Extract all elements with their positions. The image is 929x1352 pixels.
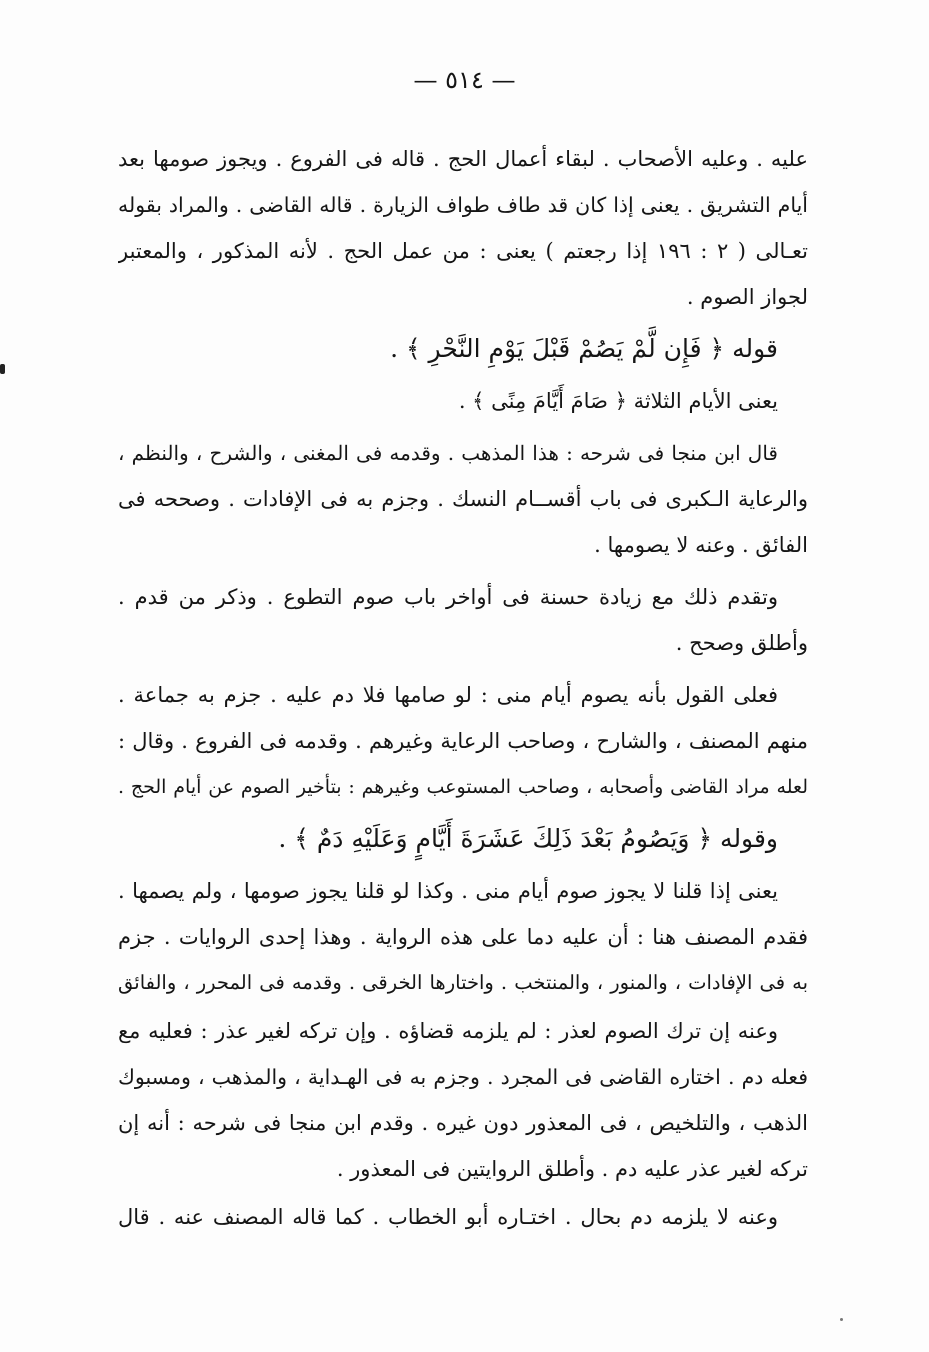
text-line: وأطلق وصحح . xyxy=(675,631,808,655)
text-line: فعلى القول بأنه يصوم أيام منى : لو صامها فلا دم عليه . جزم به جماعة . xyxy=(118,683,778,707)
body-text xyxy=(118,136,808,1240)
text-line: يعنى إذا قلنا لا يجوز صوم أيام منى . وكذا لو قلنا يجوز صومها ، ولم يصمها . xyxy=(118,879,778,903)
paragraph xyxy=(118,672,808,810)
quranic-verse-line: وقوله ﴿ وَيَصُومُ بَعْدَ ذَلِكَ عَشَرَةَ أَيَّامٍ وَعَلَيْهِ دَمٌ ﴾ . xyxy=(278,824,778,853)
text-line: فقدم المصنف هنا : أن عليه دما على هذه الرواية . وهذا إحدى الروايات . جزم xyxy=(118,925,808,949)
text-line: عليه . وعليه الأصحاب . لبقاء أعمال الحج . قاله فى الفروع . ويجوز صومها بعد xyxy=(118,147,808,171)
text-line: تعـالى ( ٢ : ١٩٦ إذا رجعتم ) يعنى : من عمل الحج . لأنه المذكور ، والمعتبر xyxy=(118,239,808,263)
paragraph xyxy=(118,1194,808,1240)
paragraph xyxy=(118,868,808,1006)
scan-edge-mark xyxy=(0,364,5,374)
quranic-verse-line: قوله ﴿ فَإِن لَّمْ يَصُمْ قَبْلَ يَوْمِ النَّحْرِ ﴾ . xyxy=(390,334,778,363)
text-line: تركه لغير عذر عليه دم . وأطلق الروايتين فى المعذور . xyxy=(336,1157,808,1181)
paragraph xyxy=(118,574,808,666)
text-line: فعله دم . اختاره القاضى فى المجرد . وجزم به فى الهـداية ، والمذهب ، ومسبوك xyxy=(118,1065,808,1089)
text-line: وتقدم ذلك مع زيادة حسنة فى أواخر باب صوم التطوع . وذكر من قدم . xyxy=(118,585,778,609)
text-line: أيام التشريق . يعنى إذا كان قد طاف طواف الزيارة . قاله القاضى . والمراد بقوله xyxy=(118,193,808,217)
text-line: وعنه إن ترك الصوم لعذر : لم يلزمه قضاؤه . وإن تركه لغير عذر : فعليه مع xyxy=(118,1019,778,1043)
text-line: وعنه لا يلزمه دم بحال . اختـاره أبو الخطاب . كما قاله المصنف عنه . قال xyxy=(118,1205,778,1229)
text-line: لجواز الصوم . xyxy=(686,285,808,309)
paragraph xyxy=(118,1008,808,1192)
paragraph xyxy=(118,378,808,424)
text-line: منهم المصنف ، والشارح ، وصاحب الرعاية وغيرهم . وقدمه فى الفروع . وقال : xyxy=(118,729,808,753)
paragraph xyxy=(118,136,808,320)
text-line: والرعاية الـكبرى فى باب أقســام النسك . وجزم به فى الإفادات . وصححه فى xyxy=(118,487,808,511)
scan-speck xyxy=(840,1318,843,1321)
paragraph-verse xyxy=(118,812,808,866)
paragraph-verse xyxy=(118,322,808,376)
text-line: لعله مراد القاضى وأصحابه ، وصاحب المستوعب وغيرهم : بتأخير الصوم عن أيام الحج . xyxy=(118,776,808,798)
text-line: يعنى الأيام الثلاثة ﴿ صَامَ أَيَّامَ مِنًى ﴾ . xyxy=(458,389,778,413)
text-line: قال ابن منجا فى شرحه : هذا المذهب . وقدمه فى المغنى ، والشرح ، والنظم ، xyxy=(118,441,778,465)
paragraph xyxy=(118,430,808,568)
page-number: — ٥١٤ — xyxy=(413,66,516,94)
text-line: به فى الإفادات ، والمنور ، والمنتخب . واختارها الخرقى . وقدمه فى المحرر ، والفائق xyxy=(118,971,808,994)
text-line: الذهب ، والتلخيص ، فى المعذور دون غيره . وقدم ابن منجا فى شرحه : أنه إن xyxy=(118,1111,808,1135)
text-line: الفائق . وعنه لا يصومها . xyxy=(594,533,808,557)
